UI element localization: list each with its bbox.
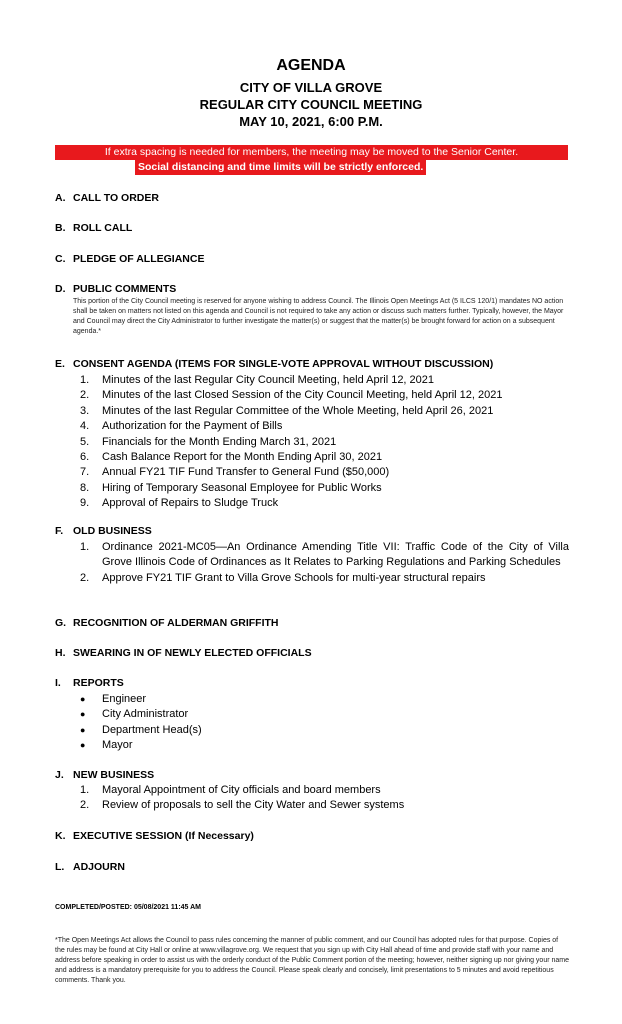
reports-list (80, 692, 570, 754)
section-reports (55, 677, 124, 689)
list-item: 2. Approve FY21 TIF Grant to Villa Grove Schools for multi-year structural repairs (80, 571, 486, 584)
list-item: ● City Administrator (80, 707, 570, 722)
list-item: ● Department Head(s) (80, 723, 570, 738)
section-title: PUBLIC COMMENTS (73, 283, 177, 295)
consent-agenda-list (80, 373, 570, 512)
section-old-business (55, 525, 152, 537)
list-item: 6. Cash Balance Report for the Month Ending April 30, 2021 (80, 451, 383, 464)
section-recognition (55, 617, 279, 629)
section-swearing-in (55, 647, 312, 659)
list-item: 9. Approval of Repairs to Sludge Truck (80, 497, 279, 510)
section-title: CONSENT AGENDA (ITEMS FOR SINGLE-VOTE APPROVAL WITHOUT DISCUSSION) (73, 358, 494, 370)
section-adjourn (55, 861, 125, 873)
list-item: 5. Financials for the Month Ending March 31, 2021 (80, 435, 337, 448)
bullet-icon: ● (80, 740, 86, 751)
section-letter: E. (55, 358, 65, 370)
section-letter: J. (55, 769, 64, 781)
bullet-icon: ● (80, 709, 86, 720)
section-letter: I. (55, 677, 61, 689)
section-title: ADJOURN (73, 861, 125, 873)
section-title: RECOGNITION OF ALDERMAN GRIFFITH (73, 617, 279, 629)
section-roll-call (55, 222, 132, 234)
agenda-title: AGENDA (276, 57, 346, 74)
section-letter: A. (55, 192, 66, 204)
section-letter: H. (55, 647, 66, 659)
list-item: 4. Authorization for the Payment of Bills (80, 420, 283, 433)
bullet-icon: ● (80, 694, 86, 704)
section-title: ROLL CALL (73, 222, 133, 234)
section-letter: L. (55, 861, 65, 873)
section-call-to-order (55, 192, 159, 204)
notice-banner-line1: If extra spacing is needed for members, the meeting may be moved to the Senior Center. (55, 145, 568, 160)
section-title: SWEARING IN OF NEWLY ELECTED OFFICIALS (73, 647, 312, 659)
list-item: ● Mayor (80, 738, 570, 753)
section-consent-agenda (55, 358, 493, 370)
bullet-icon: ● (80, 724, 86, 735)
list-item: 1. Mayoral Appointment of City officials and board members (80, 784, 381, 796)
section-pledge (55, 253, 204, 265)
section-letter: K. (55, 830, 66, 842)
completed-posted: COMPLETED/POSTED: 05/08/2021 11:45 AM (55, 904, 202, 911)
section-letter: F. (55, 525, 64, 537)
meeting-date: MAY 10, 2021, 6:00 P.M. (239, 114, 383, 129)
footnote: *The Open Meetings Act allows the Council to pass rules concerning the manner of public comment, and our Council has adopted rules for that purpose. Copies of the rules may be found at City Hall or online at www.villagrove.org. We request that you sign up with City Hall ahead of time and provide staff with your name and address before speaking in order to assist us with the orderly conduct of the Public Comment portion of the meeting; however, neither signing up nor giving your name and address is a mandatory prerequisite for you to address the Council. Please speak clearly and concisely, limit presentations to 5 minutes and avoid repetitious comments. Thank you. (55, 937, 570, 984)
section-letter: C. (55, 253, 66, 265)
section-public-comments (55, 283, 176, 295)
city-name: CITY OF VILLA GROVE (239, 80, 383, 95)
meeting-type: REGULAR CITY COUNCIL MEETING (199, 97, 423, 112)
section-letter: B. (55, 222, 66, 234)
list-item: 7. Annual FY21 TIF Fund Transfer to General Fund ($50,000) (80, 466, 390, 479)
section-title: PLEDGE OF ALLEGIANCE (73, 253, 205, 265)
section-letter: G. (55, 617, 67, 629)
section-title: REPORTS (73, 677, 124, 689)
list-item: ● Engineer (80, 692, 570, 707)
section-title: NEW BUSINESS (73, 769, 155, 781)
section-executive-session (55, 830, 254, 842)
list-item: 3. Minutes of the last Regular Committee of the Whole Meeting, held April 26, 2021 (80, 404, 494, 417)
section-new-business (55, 769, 154, 781)
notice-banner-line2: Social distancing and time limits will be strictly enforced. (135, 160, 426, 175)
list-item: 2. Review of proposals to sell the City Water and Sewer systems (80, 799, 405, 812)
new-business-list (80, 783, 570, 814)
list-item: 2. Minutes of the last Closed Session of the City Council Meeting, held April 12, 2021 (80, 389, 503, 402)
section-title: EXECUTIVE SESSION (If Necessary) (73, 830, 254, 842)
list-item: 8. Hiring of Temporary Seasonal Employee for Public Works (80, 481, 382, 494)
list-item: 1. Minutes of the last Regular City Council Meeting, held April 12, 2021 (80, 374, 435, 386)
public-comments-note: This portion of the City Council meeting is reserved for anyone wishing to address Council. The Illinois Open Meetings Act (5 ILCS 120/1) mandates NO action shall be taken on matters not listed on this agenda and Council is not required to take any action or discuss such matters further. Typically, however, the Mayor and Council may direct the City Administrator to further investigate the matter(s) or suggest that the matter(s) be brought forward for action on a subsequent agenda.* (73, 298, 564, 335)
old-business-list (80, 540, 569, 586)
list-item: 1. Ordinance 2021-MC05—An Ordinance Amending Title VII: Traffic Code of the City of Villa Grove Illinois Code of Ordinances as It Relates to Parking Regulations and Parking Schedules (80, 541, 569, 569)
section-title: OLD BUSINESS (73, 525, 152, 537)
section-title: CALL TO ORDER (73, 192, 159, 204)
section-letter: D. (55, 283, 66, 295)
